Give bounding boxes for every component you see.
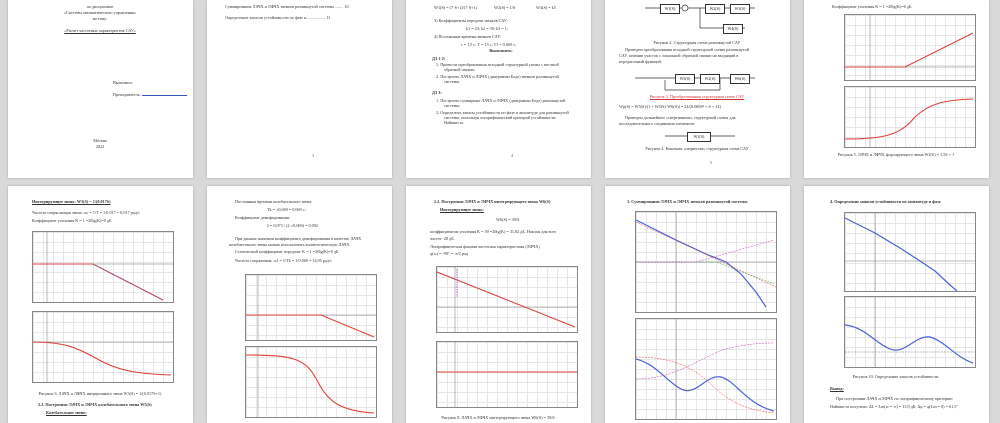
block-w1: W1(S) (660, 4, 680, 14)
line-3: Логарифмическая фазовая частотная характеристика (ЛФЧХ) (430, 244, 540, 249)
text-line-3: передаточный функций: (619, 59, 662, 64)
figure-8-caption: Рисунок 8. ЛАЧХ и ЛФЧХ интегрирующего звена W6(S) = 39/S (441, 415, 555, 420)
line-7: Статический коэффициент передачи: K = 1 =20lg(K)=0 дБ (235, 249, 339, 254)
page-3-task (406, 0, 591, 178)
page-6-inertial (8, 186, 193, 423)
block-w2b: W2(S) (700, 74, 720, 84)
section-2-2: 2.2. Построение ЛАЧХ и ЛФЧХ колебательного звена W5(S) (38, 402, 152, 407)
lfch-plot (32, 311, 174, 383)
task-2: 2. Построить ЛАЧХ и ЛФЧХ (диаграммы Боде) звеньев разомкнутой (436, 74, 559, 79)
page-4-diagrams (605, 0, 790, 178)
page-10-margins (804, 186, 989, 423)
text-line-4: Проведем дальнейшее «свертывание» структурной схемы для (625, 115, 736, 120)
lfch-plot (436, 341, 578, 408)
block-w4: W4(S) (723, 24, 743, 34)
step-3: 3) Коэффициенты передачи звеньев САУ: (434, 18, 508, 23)
subsection-oscillating: Колебательное звено: (46, 410, 87, 415)
page-5-forcing-link (804, 0, 989, 178)
margin-lach-plot (844, 212, 976, 292)
done-by-label: Выполнил: (113, 80, 133, 85)
text-line-5: последовательного соединения элементов: (619, 121, 696, 126)
figure-4-caption: Рисунок 4. Конечная «свернутая» структурная схема САУ (645, 146, 749, 151)
figure-2-caption: Рисунок 2. Структурная схема разомкнутой САУ (653, 40, 741, 45)
margin-lfch-plot (844, 296, 976, 368)
sum-lfch-plot (635, 318, 777, 420)
task-4b: системы, используя логарифмический критерий устойчивости (444, 115, 556, 120)
text-line-1: Проведем преобразования исходной структурной схемы разомкнутой (625, 47, 750, 52)
discipline-name: «Системы автоматического управления» (63, 10, 137, 15)
toc-item-4: Определение запасов устойчивости по фазе и ................. 11 (225, 15, 331, 20)
year: 2022 (95, 144, 105, 149)
page-9-sum (605, 186, 790, 423)
figure-3-caption: Рисунок 3. Преобразованная структурная схема САУ (649, 94, 745, 99)
task-4c: Найквиста. (444, 120, 465, 125)
city: Москва (93, 138, 107, 143)
block-w6: W6(S) (730, 74, 750, 84)
line-gain: Коэффициент усиления K = 1 =20lg(K)=0 дБ (32, 218, 112, 223)
sum-lach-plot (635, 211, 777, 313)
gain-heading: Коэффициент усиления K = 1 =20lg(K)=0 дБ (832, 4, 912, 9)
page-number: 4 (511, 153, 513, 158)
block-final: W1(S) (687, 132, 711, 142)
task-4: 2. Определить запасы устойчивости по фазе и амплитуде для разомкнутой (436, 110, 569, 115)
lach-plot (32, 231, 174, 303)
line-2: частот -20 дБ. (430, 236, 455, 241)
lach-plot (436, 266, 578, 333)
task-2b: системы. (444, 79, 461, 84)
task-head-1: ДЗ 1-2: (432, 56, 446, 61)
subsection: Интегрирующее звено: (440, 207, 484, 212)
section-heading: Интегрирующее звено: W3(S) = 1/(0.017S) (32, 199, 111, 204)
block-w2: W2(S) (705, 4, 725, 14)
conclusion-heading: Вывод: (830, 386, 844, 391)
page-7-oscillating (207, 186, 392, 423)
lfch-plot (245, 346, 377, 418)
section-heading: 3. Суммирование ЛАЧХ и ЛФЧХ звеньев разомкнутой системы (627, 199, 748, 204)
page-8-integrating (406, 186, 591, 423)
lach-plot (245, 274, 377, 341)
t-values: τ = 1,5 c; T = 13 c; T1 = 0,069 c; (461, 42, 517, 47)
figure-10-caption: Рисунок 10. Определение запасов устойчивости. (852, 374, 940, 379)
teacher-label: Преподаватель: (113, 92, 141, 97)
figure-6-caption: Рисунок 6. ЛАЧХ и ЛФЧХ инерционного звена W3(S) = 1/(0.017S+1) (38, 391, 162, 396)
discipline-label: по дисциплине (86, 4, 114, 9)
task-1: 1. Провести преобразования исходной структурной схемы с местной (436, 62, 559, 67)
line-1: коэффициентом усиления K = 39 =20lg(K) = 31,82 дБ. Наклон для всех (430, 229, 557, 234)
k-values: k1 = 24; k2 = 39; k3 = 1; (466, 26, 508, 31)
lach-curve (845, 33, 973, 67)
line-4: ξ = 0,073 / (2·√0,069) = 0,092 (267, 223, 318, 228)
formula-w1: W1(S) = (7·S+1)/(7·S+1) (434, 5, 477, 10)
section-heading: 2.2. Построение ЛАЧХ и ЛФЧХ интегрирующего звена W6(S) (434, 199, 551, 204)
toc-item-3: Суммирование ЛАЧХ и ЛФЧХ звеньев разомкнутой системы ........ 10 (225, 4, 349, 9)
task-1b: обратной связью; (444, 67, 476, 72)
figure-5-caption: Рисунок 5. ЛАЧХ и ЛФЧХ форсирующего звена W2(S) = 1,5S + 1 (837, 152, 955, 157)
do-heading: Выполнить: (489, 48, 513, 53)
formula-w2: W2(S) = 1/S (494, 5, 516, 10)
line-3: Коэффициент демпфирования: (235, 215, 290, 220)
task-head-2: ДЗ 3: (432, 90, 442, 95)
line-8: Частота сопряжения: ω1 = 1/Tk = 1/0.069 = 14,95 рад/с (235, 258, 332, 263)
lfch-plot (844, 86, 976, 148)
topic-title: «Расчет частотных характеристик САУ» (64, 28, 136, 33)
conclusion-line-1: При построении ЛАЧХ и ЛФЧХ по логарифмическому критерию (836, 396, 953, 401)
structure-diagram (605, 0, 790, 178)
line-6: колебательного звена можно использовать асимптотическую ЛАЧХ. (229, 242, 351, 247)
teacher-name-line (142, 95, 187, 96)
line-2: Tk = √0,069 = 0,069 c; (267, 207, 306, 212)
page-number: 5 (710, 160, 712, 165)
formula-w4: W4(S) = k5 (536, 5, 556, 10)
task-3b: системы; (444, 103, 461, 108)
lfch-curve (845, 99, 973, 139)
task-3: 1. Построить суммарные ЛАЧХ и ЛФЧХ (диаграммы Боде) разомкнутой (436, 98, 566, 103)
block-w5: W5(S) (675, 74, 695, 84)
section-heading: 4. Определение запасов устойчивости по амплитуде и фазе (830, 199, 941, 204)
formula: W6(S) = 39/S (496, 217, 520, 222)
page-1-title (8, 0, 193, 178)
line-5: При данном значении коэффициента демпфирования в качестве ЛАЧХ (235, 236, 362, 241)
block-w3: W3(S) (730, 4, 750, 14)
page-2-contents (207, 0, 392, 178)
line-1: Постоянная времени колебательного звена: (235, 199, 313, 204)
topic-label: на тему: (92, 16, 108, 21)
transfer-function: Wp(S) = W5(S)/(1 + W5(S)·W6(S)) = 24/(0.069S² + S + 14) (619, 104, 721, 109)
line-freq: Частота сопрягающая звена: ωc = 1/T = 1/0.017 = 0,017 рад/с (32, 210, 140, 215)
lach-plot (844, 14, 976, 81)
line-4: φ(ω) = -90° = -π/2 рад (430, 251, 469, 256)
text-line-2: САУ, заменив участок с локальной обратной связью на входящий в (619, 53, 739, 58)
conclusion-line-2: Найквиста получено: ΔL = Lm(ω = -π) = 13,9 дБ; Δφ = φ(Lm = 0) = 61,5° (830, 404, 959, 409)
page-number: 3 (312, 153, 314, 158)
step-4: 4) Постоянные времени звеньев САУ: (434, 34, 502, 39)
